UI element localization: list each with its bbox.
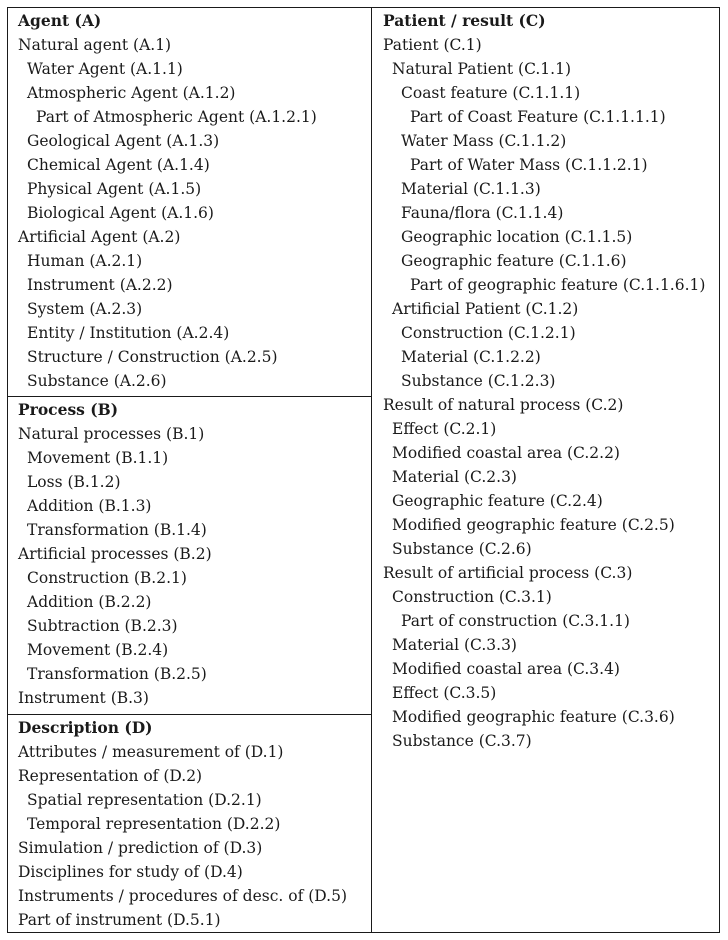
right-column xyxy=(372,8,719,932)
taxonomy-item: Addition (B.2.2) xyxy=(27,593,152,611)
taxonomy-item: Result of natural process (C.2) xyxy=(383,396,624,414)
taxonomy-item: Part of Atmospheric Agent (A.1.2.1) xyxy=(36,108,317,126)
taxonomy-item: Part of instrument (D.5.1) xyxy=(18,911,221,929)
taxonomy-item: Modified coastal area (C.3.4) xyxy=(392,660,620,678)
taxonomy-item: Part of geographic feature (C.1.1.6.1) xyxy=(410,276,706,294)
taxonomy-item: Instrument (B.3) xyxy=(18,689,149,707)
taxonomy-item: Result of artificial process (C.3) xyxy=(383,564,633,582)
taxonomy-item: Physical Agent (A.1.5) xyxy=(27,180,202,198)
taxonomy-item: Artificial processes (B.2) xyxy=(18,545,212,563)
description-heading: Description (D) xyxy=(18,718,153,737)
taxonomy-item: Natural agent (A.1) xyxy=(18,36,172,54)
taxonomy-item: Movement (B.1.1) xyxy=(27,449,169,467)
taxonomy-item: Addition (B.1.3) xyxy=(27,497,152,515)
taxonomy-item: Coast feature (C.1.1.1) xyxy=(401,84,581,102)
taxonomy-item: Part of construction (C.3.1.1) xyxy=(401,612,630,630)
taxonomy-item: Natural processes (B.1) xyxy=(18,425,205,443)
taxonomy-item: Instrument (A.2.2) xyxy=(27,276,173,294)
taxonomy-item: Loss (B.1.2) xyxy=(27,473,121,491)
agent-list xyxy=(8,8,371,393)
taxonomy-item: Part of Coast Feature (C.1.1.1.1) xyxy=(410,108,666,126)
taxonomy-item: Substance (C.1.2.3) xyxy=(401,372,556,390)
description-section xyxy=(8,715,371,932)
process-section xyxy=(8,397,371,715)
taxonomy-item: Artificial Agent (A.2) xyxy=(18,228,181,246)
taxonomy-item: Movement (B.2.4) xyxy=(27,641,169,659)
taxonomy-item: Human (A.2.1) xyxy=(27,252,143,270)
taxonomy-item: Effect (C.2.1) xyxy=(392,420,497,438)
taxonomy-item: Natural Patient (C.1.1) xyxy=(392,60,571,78)
patient-result-list xyxy=(372,8,719,753)
description-list xyxy=(8,715,371,932)
taxonomy-item: Construction (C.3.1) xyxy=(392,588,552,606)
process-heading: Process (B) xyxy=(18,400,119,419)
taxonomy-item: Geographic location (C.1.1.5) xyxy=(401,228,633,246)
taxonomy-item: Artificial Patient (C.1.2) xyxy=(392,300,579,318)
taxonomy-item: Atmospheric Agent (A.1.2) xyxy=(27,84,236,102)
taxonomy-item: Geographic feature (C.2.4) xyxy=(392,492,603,510)
patient-result-heading: Patient / result (C) xyxy=(383,11,546,30)
taxonomy-item: System (A.2.3) xyxy=(27,300,143,318)
taxonomy-item: Material (C.1.1.3) xyxy=(401,180,541,198)
taxonomy-item: Temporal representation (D.2.2) xyxy=(27,815,281,833)
left-column xyxy=(8,8,372,932)
taxonomy-item: Simulation / prediction of (D.3) xyxy=(18,839,263,857)
taxonomy-item: Geological Agent (A.1.3) xyxy=(27,132,220,150)
taxonomy-item: Entity / Institution (A.2.4) xyxy=(27,324,230,342)
taxonomy-table xyxy=(7,7,720,933)
taxonomy-item: Transformation (B.1.4) xyxy=(27,521,207,539)
taxonomy-item: Substance (C.2.6) xyxy=(392,540,532,558)
taxonomy-item: Attributes / measurement of (D.1) xyxy=(18,743,284,761)
taxonomy-item: Spatial representation (D.2.1) xyxy=(27,791,262,809)
agent-heading: Agent (A) xyxy=(18,11,102,30)
taxonomy-item: Modified coastal area (C.2.2) xyxy=(392,444,620,462)
taxonomy-item: Biological Agent (A.1.6) xyxy=(27,204,214,222)
taxonomy-item: Instruments / procedures of desc. of (D.5) xyxy=(18,887,348,905)
taxonomy-item: Water Mass (C.1.1.2) xyxy=(401,132,567,150)
taxonomy-item: Material (C.1.2.2) xyxy=(401,348,541,366)
taxonomy-item: Chemical Agent (A.1.4) xyxy=(27,156,210,174)
taxonomy-item: Patient (C.1) xyxy=(383,36,482,54)
patient-result-section xyxy=(372,8,719,932)
taxonomy-item: Substance (C.3.7) xyxy=(392,732,532,750)
taxonomy-item: Structure / Construction (A.2.5) xyxy=(27,348,278,366)
taxonomy-item: Construction (B.2.1) xyxy=(27,569,187,587)
taxonomy-item: Material (C.2.3) xyxy=(392,468,517,486)
process-list xyxy=(8,397,371,710)
taxonomy-item: Representation of (D.2) xyxy=(18,767,203,785)
taxonomy-item: Modified geographic feature (C.3.6) xyxy=(392,708,675,726)
taxonomy-item: Part of Water Mass (C.1.1.2.1) xyxy=(410,156,648,174)
taxonomy-item: Subtraction (B.2.3) xyxy=(27,617,178,635)
taxonomy-item: Substance (A.2.6) xyxy=(27,372,167,390)
taxonomy-item: Effect (C.3.5) xyxy=(392,684,497,702)
taxonomy-item: Transformation (B.2.5) xyxy=(27,665,207,683)
taxonomy-item: Construction (C.1.2.1) xyxy=(401,324,576,342)
agent-section xyxy=(8,8,371,397)
taxonomy-item: Water Agent (A.1.1) xyxy=(27,60,183,78)
taxonomy-item: Geographic feature (C.1.1.6) xyxy=(401,252,627,270)
taxonomy-item: Disciplines for study of (D.4) xyxy=(18,863,243,881)
taxonomy-item: Modified geographic feature (C.2.5) xyxy=(392,516,675,534)
taxonomy-item: Material (C.3.3) xyxy=(392,636,517,654)
taxonomy-item: Fauna/flora (C.1.1.4) xyxy=(401,204,564,222)
